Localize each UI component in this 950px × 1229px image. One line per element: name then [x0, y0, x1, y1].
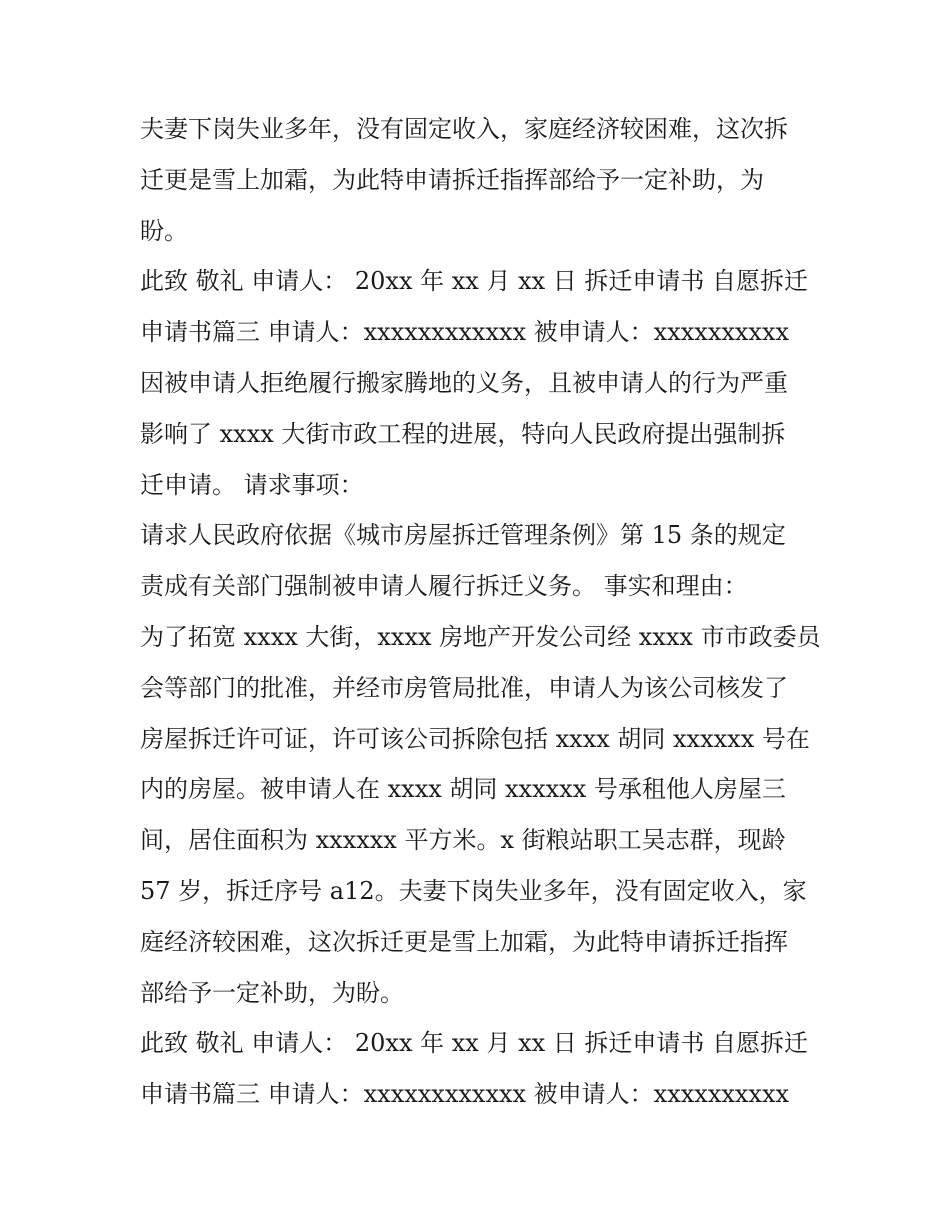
text-line: 间，居住面积为 xxxxxx 平方米。x 街粮站职工吴志群，现龄	[140, 826, 786, 855]
document-body	[140, 104, 830, 1120]
text-line: 盼。	[140, 216, 188, 245]
text-line: 影响了 xxxx 大街市政工程的进展，特向人民政府提出强制拆	[140, 419, 786, 448]
text-line: 为了拓宽 xxxx 大街，xxxx 房地产开发公司经 xxxx 市市政委员	[140, 622, 821, 651]
text-line: 因被申请人拒绝履行搬家腾地的义务，且被申请人的行为严重	[140, 368, 788, 397]
text-line: 申请书篇三 申请人：xxxxxxxxxxxx 被申请人：xxxxxxxxxx	[140, 1080, 790, 1109]
text-line: 责成有关部门强制被申请人履行拆迁义务。 事实和理由：	[140, 572, 748, 601]
text-line: 57 岁，拆迁序号 a12。夫妻下岗失业多年，没有固定收入，家	[140, 876, 807, 905]
text-line: 庭经济较困难，这次拆迁更是雪上加霜，为此特申请拆迁指挥	[140, 927, 788, 956]
text-line: 夫妻下岗失业多年，没有固定收入，家庭经济较困难，这次拆	[140, 115, 788, 143]
text-line: 部给予一定补助，为盼。	[140, 978, 404, 1007]
text-line: 迁申请。 请求事项：	[140, 470, 364, 499]
text-line: 迁更是雪上加霜，为此特申请拆迁指挥部给予一定补助，为	[140, 165, 764, 194]
text-line: 内的房屋。被申请人在 xxxx 胡同 xxxxxx 号承租他人房屋三	[140, 775, 786, 804]
text-line: 此致 敬礼 申请人： 20xx 年 xx 月 xx 日 拆迁申请书 自愿拆迁	[140, 267, 809, 296]
text-line: 请求人民政府依据《城市房屋拆迁管理条例》第 15 条的规定	[140, 521, 786, 550]
text-line: 房屋拆迁许可证，许可该公司拆除包括 xxxx 胡同 xxxxxx 号在	[140, 724, 810, 753]
text-line: 申请书篇三 申请人：xxxxxxxxxxxx 被申请人：xxxxxxxxxx	[140, 318, 790, 347]
text-line: 会等部门的批准，并经市房管局批准，申请人为该公司核发了	[140, 673, 788, 702]
text-line: 此致 敬礼 申请人： 20xx 年 xx 月 xx 日 拆迁申请书 自愿拆迁	[140, 1029, 809, 1058]
